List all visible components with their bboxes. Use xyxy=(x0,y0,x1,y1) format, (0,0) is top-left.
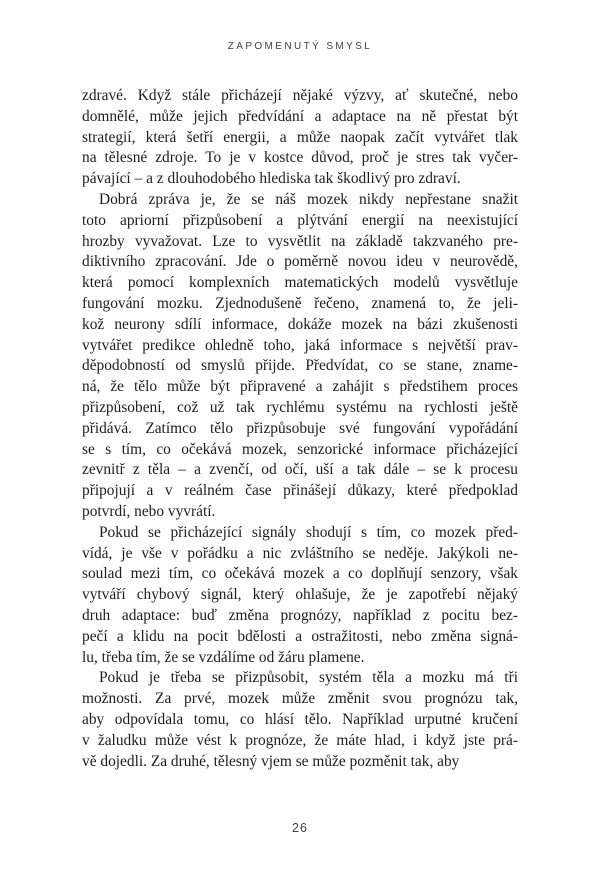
text-line: lu, třeba tím, že se vzdálíme od žáru plamene. xyxy=(82,648,365,666)
text-line: vě dojedli. Za druhé, tělesný vjem se může pozměnit tak, aby xyxy=(82,752,460,770)
paragraph xyxy=(82,668,518,772)
text-line: ná, že tělo může být připravené a zahájit s předstihem proces xyxy=(82,378,518,396)
text-line: hrozby vyvažovat. Lze to vysvětlit na základě takzvaného pre- xyxy=(82,232,518,250)
text-line: na tělesné zdroje. To je v kostce důvod, proč je stres tak vyčer- xyxy=(82,149,518,167)
text-line: zdravé. Když stále přicházejí nějaké výzvy, ať skutečné, nebo xyxy=(82,87,518,104)
text-line: diktivního zpracování. Jde o poměrně novou ideu v neurovědě, xyxy=(82,253,518,271)
text-line: Pokud se přicházející signály shodují s tím, co mozek před- xyxy=(99,523,518,541)
text-line: vídá, je vše v pořádku a nic zvláštního se neděje. Jakýkoli ne- xyxy=(82,544,518,562)
page-number: 26 xyxy=(292,821,308,835)
text-line: možnosti. Za prvé, mozek může změnit svou prognózu tak, xyxy=(82,690,518,708)
text-line: kož neurony sdílí informace, dokáže mozek na bázi zkušenosti xyxy=(82,315,518,333)
text-line: přidává. Zatímco tělo přizpůsobuje své fungování vypořádání xyxy=(82,419,518,437)
text-line: připojují a v reálném čase přinášejí důkazy, které předpoklad xyxy=(82,482,518,500)
text-line: přizpůsobení, což už tak rychlému systému na rychlosti ještě xyxy=(82,398,518,416)
text-line: fungování mozku. Zjednodušeně řečeno, znamená to, že jeli- xyxy=(82,294,518,312)
text-line: se s tím, co očekává mozek, senzorické informace přicházející xyxy=(82,440,518,458)
text-line: pávající – a z dlouhodobého hlediska tak škodlivý pro zdraví. xyxy=(82,170,461,188)
paragraph xyxy=(82,523,518,669)
paragraph xyxy=(82,190,518,523)
paragraph xyxy=(82,86,518,190)
text-line: Pokud je třeba se přizpůsobit, systém těla a mozku má tři xyxy=(99,669,518,687)
text-line: soulad mezi tím, co očekává mozek a co doplňují senzory, však xyxy=(82,565,518,583)
text-line: vytváří chybový signál, který ohlašuje, že je zapotřebí nějaký xyxy=(82,586,518,604)
running-head: ZAPOMENUTÝ SMYSL xyxy=(227,41,373,52)
text-line: toto apriorní přizpůsobení a plýtvání energií na neexistující xyxy=(82,211,518,229)
text-line: druh adaptace: buď změna prognózy, například z pocitu bez- xyxy=(82,606,518,624)
text-line: Dobrá zpráva je, že se náš mozek nikdy nepřestane snažit xyxy=(99,190,518,208)
text-line: aby odpovídala tomu, co hlásí tělo. Například urputné kručení xyxy=(82,710,518,728)
text-line: vytvářet predikce ohledně toho, jaká informace s největší prav- xyxy=(82,336,518,354)
text-line: pečí a klidu na pocit bdělosti a ostražitosti, nebo změna signá- xyxy=(82,627,518,645)
text-line: v žaludku může vést k prognóze, že máte hlad, i když jste prá- xyxy=(82,731,518,749)
text-line: domnělé, může jejich předvídání a adaptace na ně přestat být xyxy=(82,107,518,125)
body-text xyxy=(82,86,518,772)
text-line: strategií, která šetří energii, a může naopak začít vytvářet tlak xyxy=(82,128,518,146)
text-line: potvrdí, nebo vyvrátí. xyxy=(82,502,216,520)
text-line: zevnitř z těla – a zvenčí, od očí, uší a tak dále – se k procesu xyxy=(82,461,518,479)
text-line: děpodobností od smyslů přijde. Předvídat, co se stane, zname- xyxy=(82,357,518,375)
text-line: která pomocí komplexních matematických modelů vysvětluje xyxy=(82,274,518,292)
